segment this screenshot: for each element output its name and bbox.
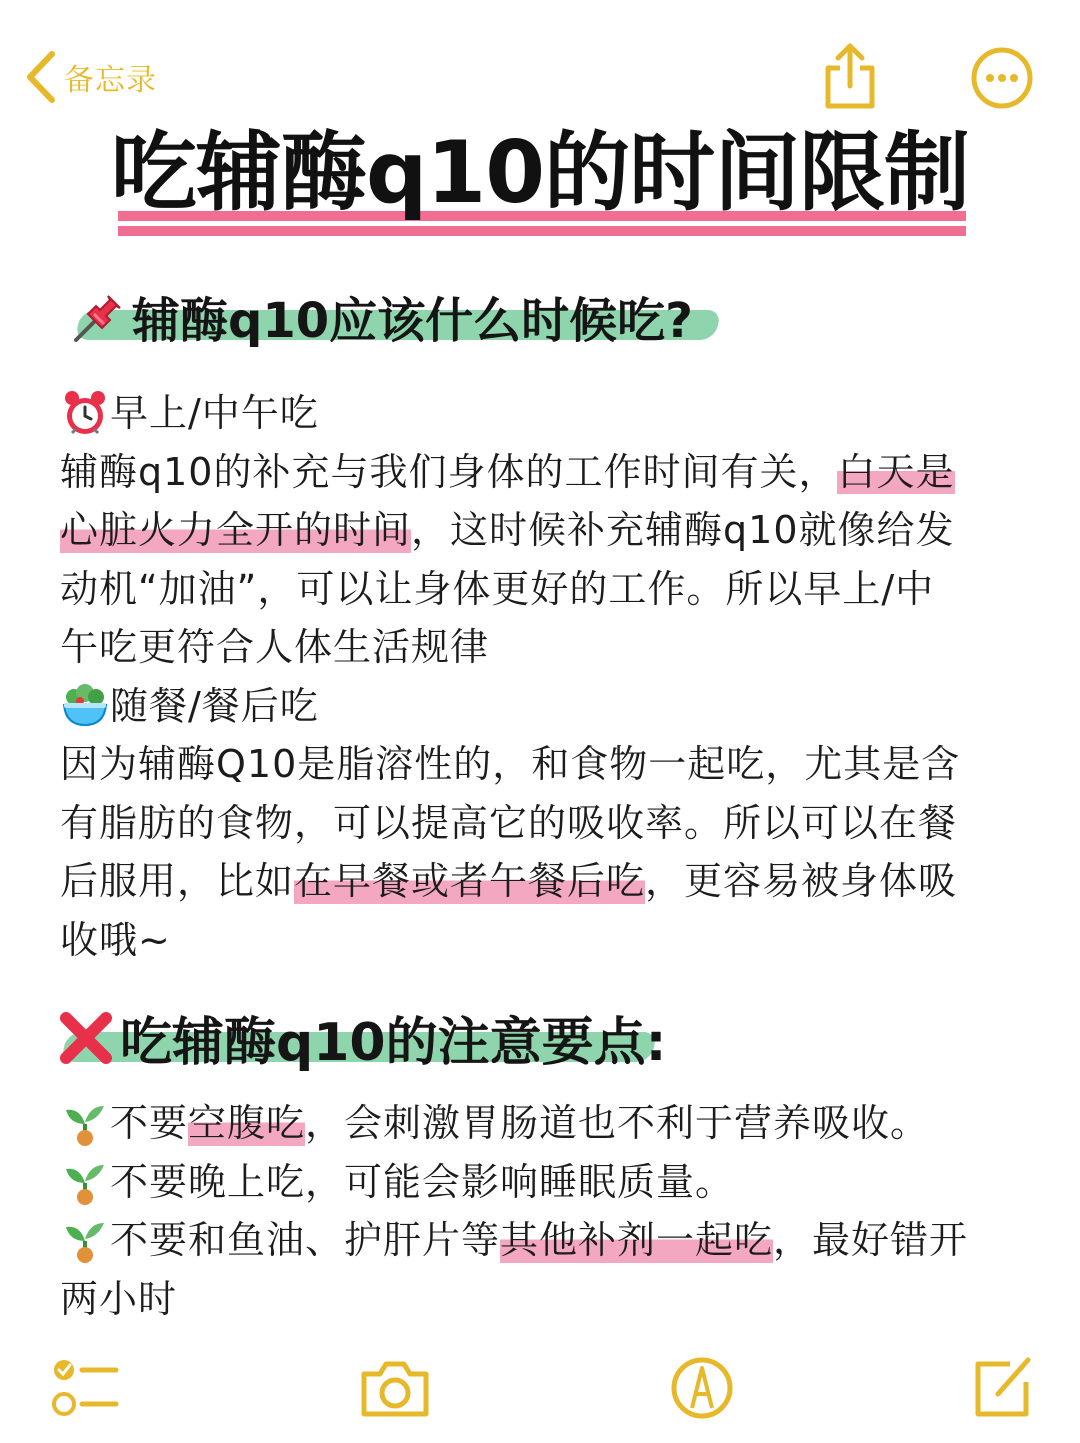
text-span: 不要晚上吃，可能会影响睡眠质量。 — [110, 1159, 735, 1204]
highlighted-text: 在早餐或者午餐后吃 — [294, 852, 645, 911]
section1-body — [60, 384, 1040, 969]
paragraph-line — [60, 911, 1040, 970]
back-label: 备忘录 — [64, 63, 157, 98]
seedling-icon — [60, 1157, 110, 1207]
paragraph-line — [60, 618, 1040, 677]
text-span: ，更容易被身体吸 — [645, 859, 958, 903]
text-span: 因为辅酶Q10是脂溶性的，和食物一起吃，尤其是含 — [60, 742, 961, 786]
pushpin-icon — [70, 288, 128, 346]
text-span: 辅酶q10的补充与我们身体的工作时间有关， — [60, 449, 838, 494]
highlighted-text: 空腹吃 — [188, 1094, 305, 1153]
highlighted-text: 心脏火力全开的时间 — [60, 501, 411, 560]
section1-heading — [70, 282, 693, 351]
list-item — [60, 1153, 1040, 1212]
text-span: 有脂肪的食物，可以提高它的吸收率。所以可以在餐 — [60, 800, 958, 845]
salad-icon — [60, 681, 110, 731]
text-span: ，这时候补充辅酶q10就像给发 — [411, 508, 955, 552]
text-span: 午吃更符合人体生活规律 — [60, 625, 490, 669]
section2-heading — [56, 1000, 666, 1075]
list-item-continuation — [60, 1270, 1040, 1329]
seedling-icon — [60, 1098, 110, 1148]
section2-heading-text: 吃辅酶q10的注意要点: — [120, 1013, 667, 1073]
section1-heading-text: 辅酶q10应该什么时候吃? — [132, 293, 694, 349]
text-span: 收哦~ — [60, 917, 171, 962]
pen-icon[interactable] — [670, 1352, 734, 1422]
alarm-clock-icon — [60, 388, 110, 438]
subheading-morning — [60, 384, 1040, 443]
list-item — [60, 1094, 1040, 1153]
camera-icon[interactable] — [358, 1356, 432, 1420]
checklist-icon[interactable] — [50, 1356, 120, 1420]
paragraph-line — [60, 443, 1040, 502]
paragraph-line — [60, 560, 1040, 619]
page-title: 吃辅酶q10的时间限制 — [110, 123, 970, 223]
chevron-left-icon — [24, 50, 58, 104]
text-span: 不要 — [110, 1101, 189, 1145]
text-span: 不要和鱼油、护肝片等 — [110, 1218, 501, 1262]
paragraph-line — [60, 501, 1040, 560]
section2-body — [60, 1094, 1040, 1328]
text-span: ，最好错开 — [773, 1218, 969, 1262]
highlighted-text: 其他补剂一起吃 — [500, 1211, 773, 1270]
cross-mark-icon — [56, 1008, 116, 1068]
highlighted-text: 白天是 — [837, 443, 954, 502]
subheading-text: 随餐/餐后吃 — [110, 683, 319, 728]
paragraph-line — [60, 735, 1040, 794]
title-block — [110, 118, 970, 248]
seedling-icon — [60, 1215, 110, 1265]
paragraph-line — [60, 852, 1040, 911]
text-span: ，会刺激胃肠道也不利于营养吸收。 — [305, 1101, 930, 1145]
compose-icon[interactable] — [970, 1352, 1034, 1420]
list-item — [60, 1211, 1040, 1270]
text-span: 两小时 — [60, 1276, 178, 1321]
subheading-meal — [60, 677, 1040, 736]
subheading-text: 早上/中午吃 — [110, 391, 319, 435]
more-icon[interactable] — [970, 46, 1034, 110]
text-span: 后服用，比如 — [60, 859, 295, 903]
text-span: 动机“加油”，可以让身体更好的工作。所以早上/中 — [60, 566, 935, 611]
share-icon[interactable] — [820, 40, 880, 112]
back-button[interactable] — [24, 50, 157, 104]
paragraph-line — [60, 794, 1040, 853]
